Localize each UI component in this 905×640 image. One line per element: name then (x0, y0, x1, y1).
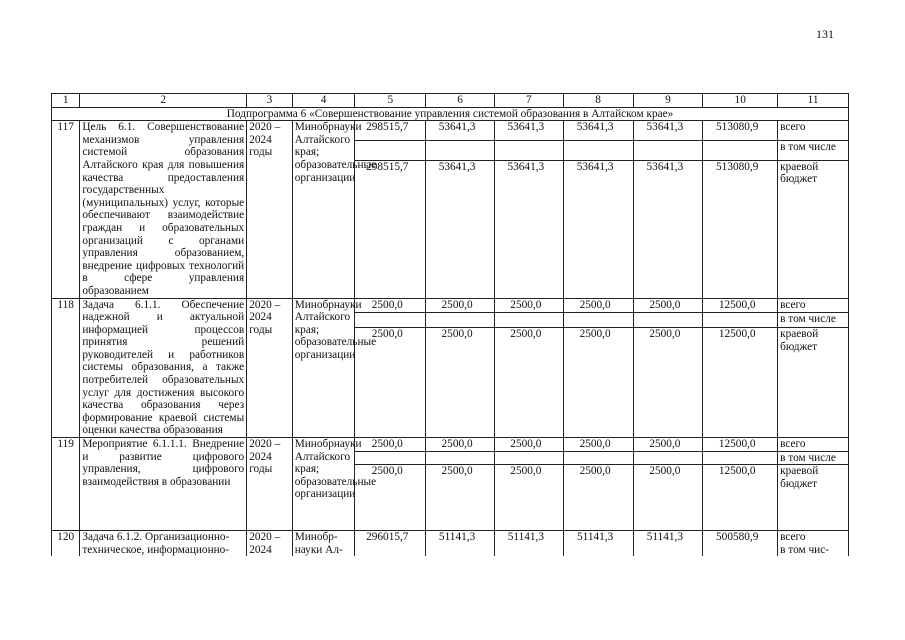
budget-table (51, 93, 849, 556)
regional-value: 12500,0 (703, 465, 778, 531)
regional-value: 2500,0 (633, 328, 703, 438)
col-number-5: 5 (355, 94, 426, 108)
col-number-6: 6 (426, 94, 495, 108)
row-period: 2020 – 2024 годы (247, 121, 293, 298)
table-row (52, 121, 849, 141)
total-value: 53641,3 (426, 121, 495, 141)
source-label: всего (778, 298, 849, 313)
regional-value: 2500,0 (355, 328, 426, 438)
column-number-row (52, 94, 849, 108)
regional-value: 53641,3 (563, 160, 633, 298)
source-label: краевой бюджет (778, 465, 849, 531)
regional-value: 53641,3 (426, 160, 495, 298)
total-value: 2500,0 (494, 438, 563, 452)
page-number: 131 (816, 27, 834, 41)
source-label: в том числе (778, 313, 849, 328)
row-number: 118 (52, 298, 80, 438)
total-value: 53641,3 (494, 121, 563, 141)
total-value: 51141,3 (563, 531, 633, 557)
regional-value: 53641,3 (633, 160, 703, 298)
regional-value: 53641,3 (494, 160, 563, 298)
total-value: 53641,3 (633, 121, 703, 141)
col-number-11: 11 (778, 94, 849, 108)
regional-value: 513080,9 (703, 160, 778, 298)
row-period: 2020 – 2024 (247, 531, 293, 557)
subprogram-title: Подпрограмма 6 «Совершенствование управления системой образования в Алтайском крае» (52, 107, 849, 121)
total-value: 12500,0 (703, 438, 778, 452)
row-period: 2020 – 2024 годы (247, 298, 293, 438)
regional-value: 298515,7 (355, 160, 426, 298)
regional-value: 2500,0 (563, 328, 633, 438)
source-label: в том чис- (780, 543, 829, 556)
regional-value: 2500,0 (426, 465, 495, 531)
regional-value: 2500,0 (494, 465, 563, 531)
row-description: Задача 6.1.1. Обеспечение надежной и актуальной информацией процессов принятия решений руководителей и работников системы образования, а также потребителей образовательных услуг для достижения высокого качества образования через формирование краевой системы оценки качества образования (80, 298, 247, 438)
source-label: в том числе (778, 451, 849, 465)
row-number: 117 (52, 121, 80, 298)
row-executor: Минобрнауки Алтайского края; образовательные организации (292, 438, 355, 531)
col-number-10: 10 (703, 94, 778, 108)
total-value: 2500,0 (426, 438, 495, 452)
total-value: 2500,0 (355, 298, 426, 313)
row-executor: Минобрнауки Алтайского края; образовательные организации (292, 298, 355, 438)
row-period: 2020 – 2024 годы (247, 438, 293, 531)
row-executor: Минобр- науки Ал- (292, 531, 355, 557)
subprogram-row (52, 107, 849, 121)
regional-value: 2500,0 (563, 465, 633, 531)
col-number-8: 8 (563, 94, 633, 108)
total-value: 12500,0 (703, 298, 778, 313)
total-value: 51141,3 (426, 531, 495, 557)
total-value: 500580,9 (703, 531, 778, 557)
table-row (52, 298, 849, 313)
row-description: Мероприятие 6.1.1.1. Внедрение и развитие цифрового управления, цифрового взаимодействия в образовании (80, 438, 247, 531)
total-value: 513080,9 (703, 121, 778, 141)
total-value: 296015,7 (355, 531, 426, 557)
total-value: 2500,0 (633, 298, 703, 313)
col-number-2: 2 (80, 94, 247, 108)
row-executor: Минобрнауки Алтайского края; образовательные организации (292, 121, 355, 298)
col-number-4: 4 (292, 94, 355, 108)
source-label: всего (778, 121, 849, 141)
row-number: 119 (52, 438, 80, 531)
source-label: всего (780, 531, 806, 544)
regional-value: 2500,0 (355, 465, 426, 531)
col-number-9: 9 (633, 94, 703, 108)
col-number-1: 1 (52, 94, 80, 108)
table-row (52, 531, 849, 557)
source-label: краевой бюджет (778, 160, 849, 298)
total-value: 2500,0 (633, 438, 703, 452)
row-description: Задача 6.1.2. Организационно-техническое, информационно- (80, 531, 247, 557)
table-row (52, 438, 849, 452)
total-value: 2500,0 (563, 438, 633, 452)
total-value: 51141,3 (494, 531, 563, 557)
source-label: краевой бюджет (778, 328, 849, 438)
source-label: всего (778, 438, 849, 452)
total-value: 51141,3 (633, 531, 703, 557)
row-description: Цель 6.1. Совершенствование механизмов управления системой образования Алтайского края для повышения качества предоставления государственных (муниципальных) услуг, которые обеспечивают взаимодействие граждан и образовательных организаций с органами управления образованием, внедрение цифровых технологий в сфере управления образованием (80, 121, 247, 298)
source-label: в том числе (778, 140, 849, 160)
regional-value: 2500,0 (426, 328, 495, 438)
source-label (778, 531, 849, 557)
total-value: 298515,7 (355, 121, 426, 141)
total-value: 53641,3 (563, 121, 633, 141)
total-value: 2500,0 (426, 298, 495, 313)
row-number: 120 (52, 531, 80, 557)
regional-value: 2500,0 (633, 465, 703, 531)
col-number-7: 7 (494, 94, 563, 108)
regional-value: 2500,0 (494, 328, 563, 438)
regional-value: 12500,0 (703, 328, 778, 438)
col-number-3: 3 (247, 94, 293, 108)
total-value: 2500,0 (355, 438, 426, 452)
total-value: 2500,0 (563, 298, 633, 313)
total-value: 2500,0 (494, 298, 563, 313)
